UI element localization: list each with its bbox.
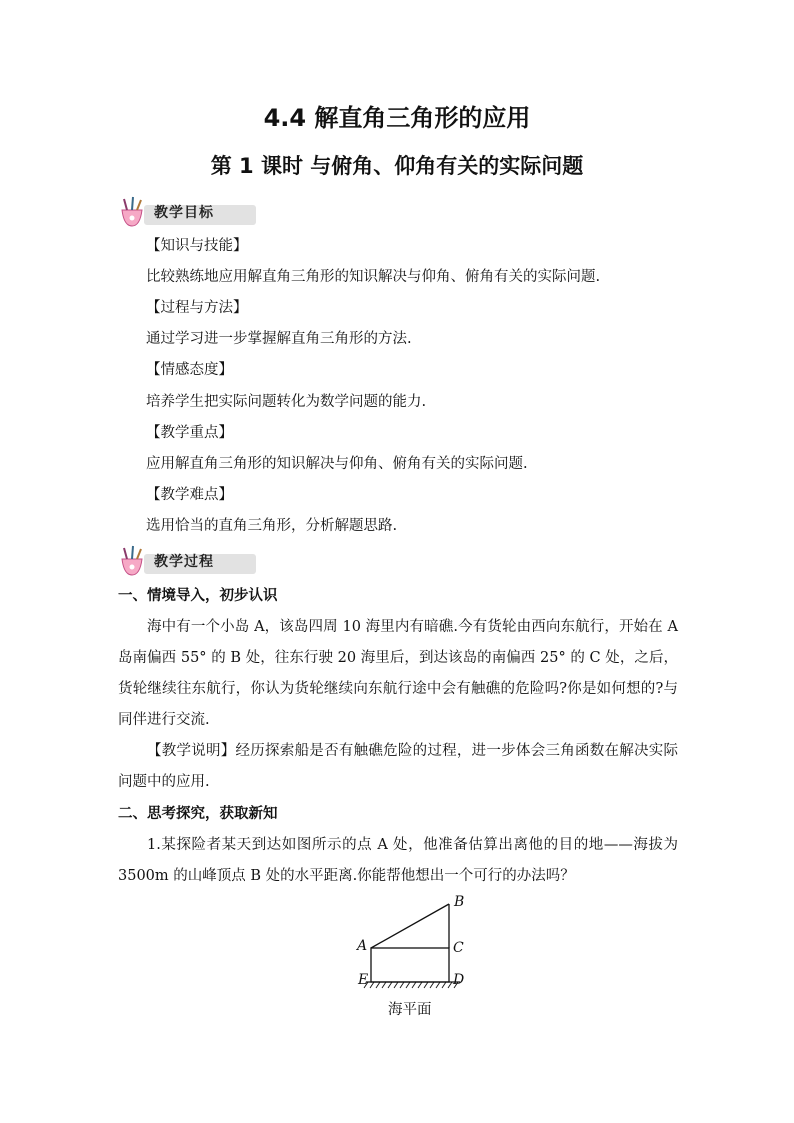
section-label: 教学过程 bbox=[154, 554, 214, 570]
goal-heading-3: 【情感态度】 bbox=[146, 362, 233, 378]
goal-heading-2: 【过程与方法】 bbox=[146, 300, 248, 316]
part1-note: 【教学说明】经历探索船是否有触礁危险的过程，进一步体会三角函数在解决实际问题中的应用. bbox=[118, 743, 678, 790]
goal-text-2: 通过学习进一步掌握解直角三角形的方法. bbox=[146, 331, 412, 347]
part2-title: 二、思考探究，获取新知 bbox=[118, 806, 278, 822]
goal-text-5: 选用恰当的直角三角形，分析解题思路. bbox=[146, 518, 398, 534]
section-header-goals bbox=[118, 196, 258, 230]
goal-text-1: 比较熟练地应用解直角三角形的知识解决与仰角、俯角有关的实际问题. bbox=[146, 269, 601, 285]
point-label-a: A bbox=[357, 938, 368, 954]
part1-paragraph: 海中有一个小岛 A，该岛四周 10 海里内有暗礁.今有货轮由西向东航行，开始在 A 岛南偏西 55° 的 B 处，往东行驶 20 海里后，到达该岛的南偏西 25° 的 C 处，之后，货轮继续往东航行，你认为货轮继续向东航行途中会有触礁的危险吗?你是如何想的?与同伴进行交流. bbox=[118, 619, 678, 728]
point-label-e: E bbox=[358, 972, 369, 988]
goal-text-4: 应用解直角三角形的知识解决与仰角、俯角有关的实际问题. bbox=[146, 456, 528, 472]
goal-text-3: 培养学生把实际问题转化为数学问题的能力. bbox=[146, 394, 427, 410]
section-header-process bbox=[118, 545, 258, 579]
section-label: 教学目标 bbox=[154, 205, 214, 221]
goal-heading-5: 【教学难点】 bbox=[146, 487, 233, 503]
point-label-d: D bbox=[453, 972, 465, 988]
page-subtitle: 第 1 课时 与俯角、仰角有关的实际问题 bbox=[210, 154, 584, 178]
part2-paragraph: 1.某探险者某天到达如图所示的点 A 处，他准备估算出离他的目的地——海拔为 3500m 的山峰顶点 B 处的水平距离.你能帮他想出一个可行的办法吗？ bbox=[118, 837, 678, 884]
page-title: 4.4 解直角三角形的应用 bbox=[263, 104, 531, 132]
goal-heading-4: 【教学重点】 bbox=[146, 425, 233, 441]
goal-heading-1: 【知识与技能】 bbox=[146, 238, 248, 254]
point-label-b: B bbox=[454, 894, 465, 910]
figure-caption: 海平面 bbox=[388, 1002, 432, 1018]
part1-title: 一、情境导入，初步认识 bbox=[118, 588, 278, 604]
point-label-c: C bbox=[453, 940, 464, 956]
